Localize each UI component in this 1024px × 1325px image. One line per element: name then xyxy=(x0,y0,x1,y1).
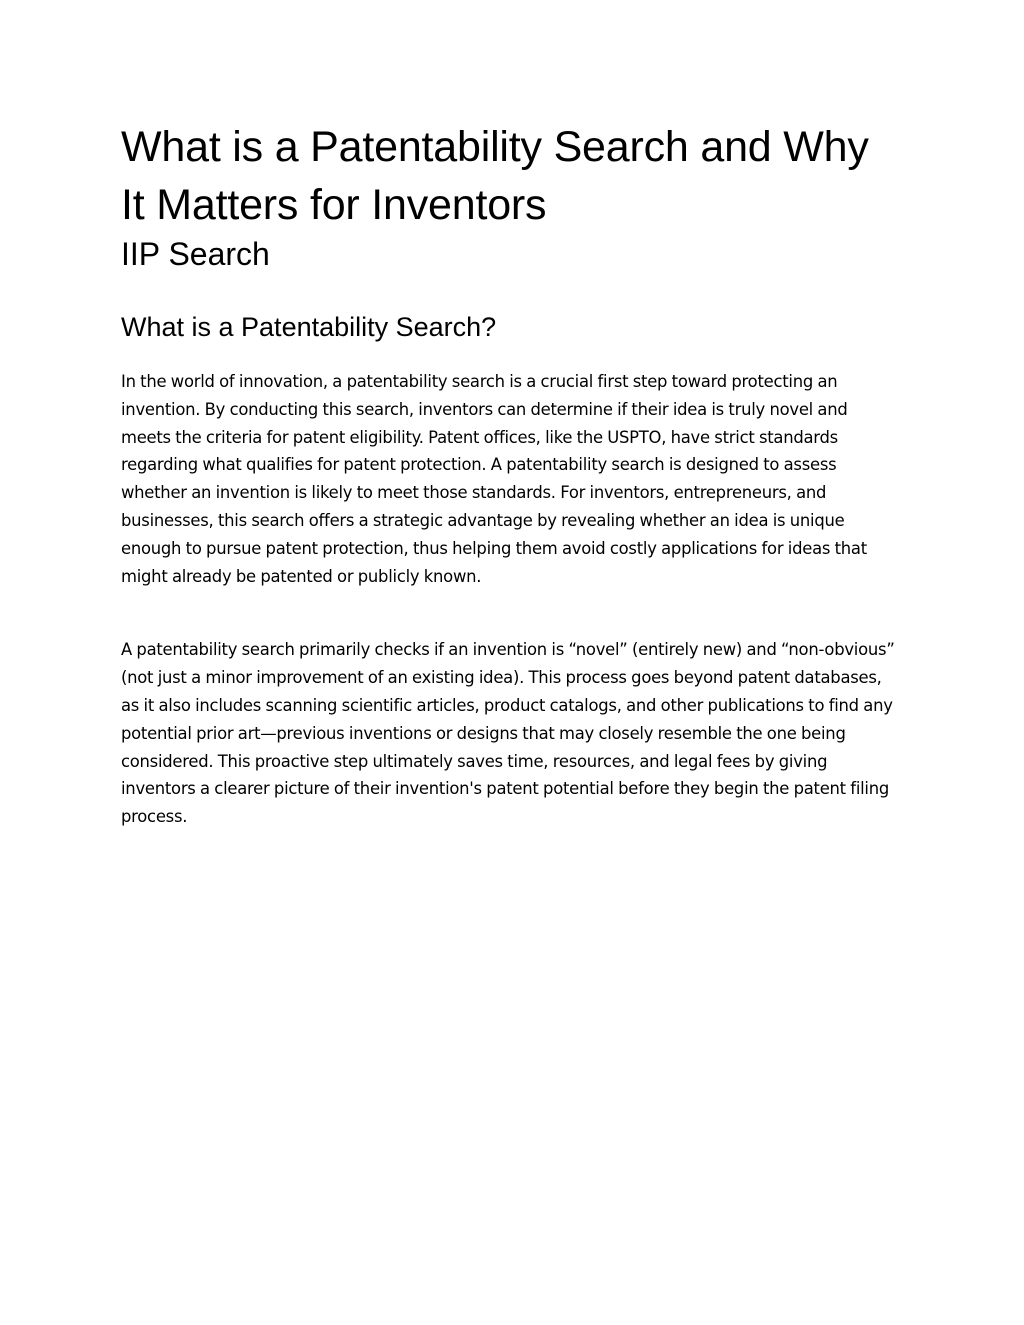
document-page xyxy=(121,118,901,831)
body-paragraph: A patentability search primarily checks if an invention is “novel” (entirely new) and “non-obvious” (not just a minor improvement of an existing idea). This process goes beyond patent databases, as it also includes scanning scientific articles, product catalogs, and other publications to find any potential prior art—previous inventions or designs that may closely resemble the one being considered. This proactive step ultimately saves time, resources, and legal fees by giving inventors a clearer picture of their invention's patent potential before they begin the patent filing process. xyxy=(121,640,895,827)
body-paragraph: In the world of innovation, a patentability search is a crucial first step toward protecting an invention. By conducting this search, inventors can determine if their idea is truly novel and meets the criteria for patent eligibility. Patent offices, like the USPTO, have strict standards regarding what qualifies for patent protection. A patentability search is designed to assess whether an invention is likely to meet those standards. For inventors, entrepreneurs, and businesses, this search offers a strategic advantage by revealing whether an idea is unique enough to pursue patent protection, thus helping them avoid costly applications for ideas that might already be patented or publicly known. xyxy=(121,372,867,586)
document-subtitle: IIP Search xyxy=(121,236,270,272)
section-heading: What is a Patentability Search? xyxy=(121,312,497,342)
document-title: What is a Patentability Search and Why It Matters for Inventors xyxy=(121,123,869,229)
